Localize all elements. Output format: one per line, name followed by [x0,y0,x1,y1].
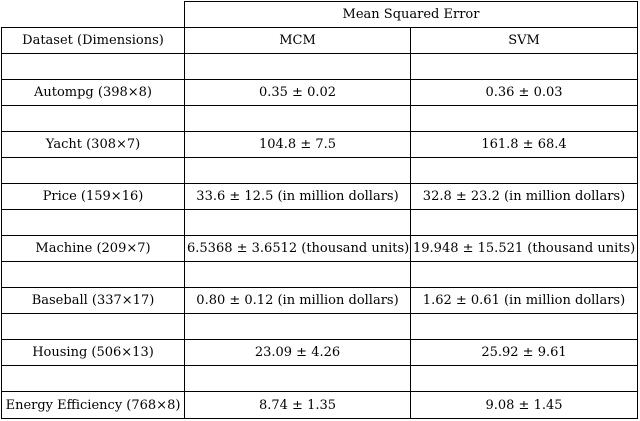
spacer-row [2,366,638,392]
table-row [2,132,638,158]
dataset-cell: Machine (209×7) [2,236,185,262]
spacer-row [2,314,638,340]
mcm-cell: 8.74 ± 1.35 [185,392,411,419]
mcm-cell: 6.5368 ± 3.6512 (thousand units) [185,236,411,262]
column-header-row [2,28,638,54]
dataset-cell: Housing (506×13) [2,340,185,366]
spacer-row [2,106,638,132]
column-header-svm: SVM [411,28,638,54]
spacer-row [2,54,638,80]
svm-cell: 9.08 ± 1.45 [411,392,638,419]
dataset-cell: Energy Efficiency (768×8) [2,392,185,419]
dataset-cell: Baseball (337×17) [2,288,185,314]
table-row [2,80,638,106]
group-header-row [2,2,638,28]
spacer-row [2,210,638,236]
dataset-cell: Price (159×16) [2,184,185,210]
results-table [1,1,638,419]
mcm-cell: 33.6 ± 12.5 (in million dollars) [185,184,411,210]
table-row [2,236,638,262]
mcm-cell: 104.8 ± 7.5 [185,132,411,158]
svm-cell: 32.8 ± 23.2 (in million dollars) [411,184,638,210]
svm-cell: 0.36 ± 0.03 [411,80,638,106]
svm-cell: 25.92 ± 9.61 [411,340,638,366]
group-header: Mean Squared Error [185,2,638,28]
mcm-cell: 0.80 ± 0.12 (in million dollars) [185,288,411,314]
dataset-cell: Yacht (308×7) [2,132,185,158]
spacer-row [2,158,638,184]
table-row [2,288,638,314]
corner-cell [2,2,185,28]
svm-cell: 19.948 ± 15.521 (thousand units) [411,236,638,262]
column-header-dataset: Dataset (Dimensions) [2,28,185,54]
table-row [2,392,638,419]
svm-cell: 161.8 ± 68.4 [411,132,638,158]
column-header-mcm: MCM [185,28,411,54]
mcm-cell: 0.35 ± 0.02 [185,80,411,106]
table-row [2,184,638,210]
table-row [2,340,638,366]
spacer-row [2,262,638,288]
dataset-cell: Autompg (398×8) [2,80,185,106]
svm-cell: 1.62 ± 0.61 (in million dollars) [411,288,638,314]
mcm-cell: 23.09 ± 4.26 [185,340,411,366]
